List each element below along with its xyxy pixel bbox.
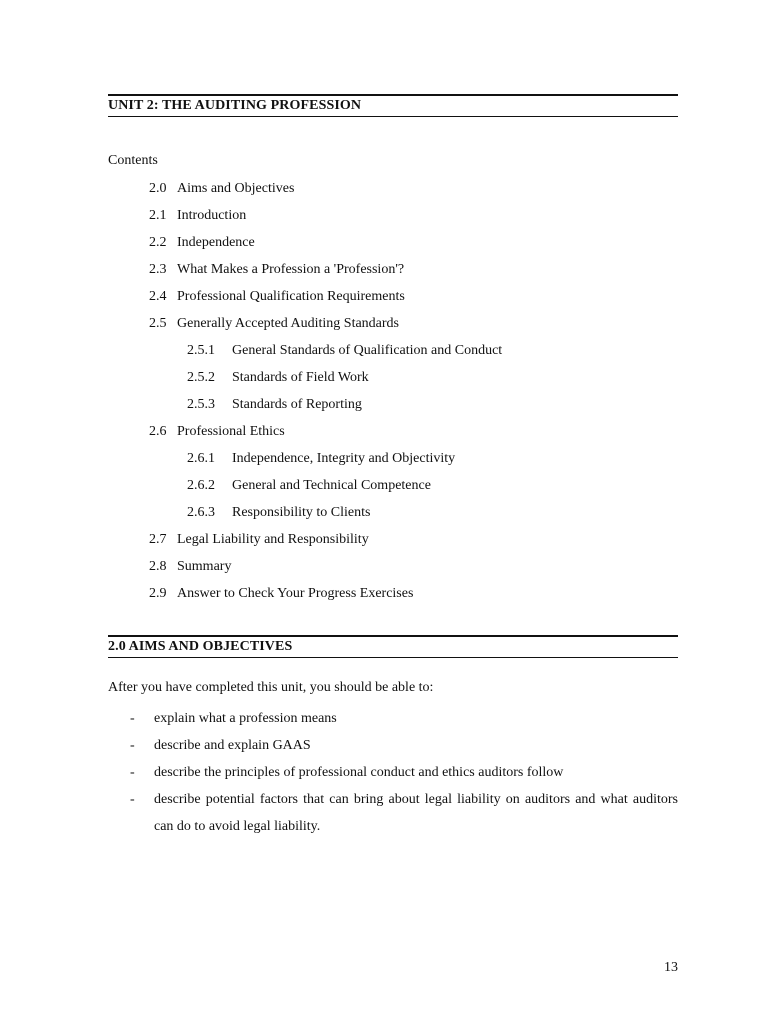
toc-entry [149,585,413,603]
toc-entry [149,207,246,225]
toc-entry [187,369,369,387]
contents-label: Contents [108,153,158,168]
toc-entry-title: Aims and Objectives [177,181,295,196]
toc-entry-number: 2.8 [149,559,167,574]
toc-entry-number: 2.6.2 [187,478,215,493]
unit-heading-box [108,94,678,117]
toc-entry-title: General Standards of Qualification and Conduct [232,343,503,358]
toc-entry-title: Standards of Reporting [232,397,362,412]
toc-entry-title: Introduction [177,208,247,223]
toc-entry [149,261,404,279]
toc-entry [149,558,231,576]
toc-entry-title: Generally Accepted Auditing Standards [177,316,399,331]
toc-entry-title: Professional Qualification Requirements [177,289,405,304]
toc-entry-number: 2.2 [149,235,167,250]
toc-entry-number: 2.1 [149,208,167,223]
toc-entry [149,315,399,333]
aims-title: 2.0 AIMS AND OBJECTIVES [108,639,293,654]
page-number: 13 [664,960,678,975]
objective-text: describe the principles of professional conduct and ethics auditors follow [154,765,564,780]
toc-entry [149,288,405,306]
objective-item [108,732,678,759]
toc-entry-title: General and Technical Competence [232,478,431,493]
bullet-dash: - [130,792,135,807]
toc-entry-number: 2.7 [149,532,167,547]
toc-entry-title: Answer to Check Your Progress Exercises [177,586,414,601]
toc-entry-title: Independence, Integrity and Objectivity [232,451,456,466]
toc-entry-number: 2.4 [149,289,167,304]
objective-item [108,759,678,786]
toc-entry-title: Legal Liability and Responsibility [177,532,369,547]
toc-entry-number: 2.0 [149,181,167,196]
aims-intro: After you have completed this unit, you should be able to: [108,680,434,695]
bullet-dash: - [130,765,135,780]
toc-entry [149,423,285,441]
toc-entry-number: 2.9 [149,586,167,601]
bullet-dash: - [130,711,135,726]
toc-entry-number: 2.5.1 [187,343,215,358]
toc-entry-number: 2.3 [149,262,167,277]
toc-entry [149,234,255,252]
unit-title: UNIT 2: THE AUDITING PROFESSION [108,98,362,113]
toc-entry-title: Standards of Field Work [232,370,369,385]
bullet-dash: - [130,738,135,753]
objective-text: describe potential factors that can bring about legal liability on auditors and what auditors can do to avoid legal liability. [154,792,678,834]
objective-text: explain what a profession means [154,711,337,726]
toc-entry [149,531,369,549]
toc-entry [187,396,362,414]
toc-entry [187,450,455,468]
toc-entry-title: Responsibility to Clients [232,505,371,520]
toc-entry-number: 2.6.1 [187,451,215,466]
objective-item [108,705,678,732]
toc-entry-title: What Makes a Profession a 'Profession'? [177,262,405,277]
aims-heading-box [108,635,678,658]
toc-entry-number: 2.5.3 [187,397,215,412]
toc-entry-number: 2.6 [149,424,167,439]
toc-entry [149,180,294,198]
toc-entry-number: 2.6.3 [187,505,215,520]
toc-entry-title: Summary [177,559,232,574]
objectives-list [108,705,678,840]
toc-entry-title: Professional Ethics [177,424,285,439]
toc-entry-number: 2.5.2 [187,370,215,385]
toc-entry-number: 2.5 [149,316,167,331]
toc-entry-title: Independence [177,235,255,250]
objective-item [108,786,678,840]
objective-text: describe and explain GAAS [154,738,311,753]
toc-entry [187,342,502,360]
toc-entry [187,504,370,522]
toc-entry [187,477,431,495]
